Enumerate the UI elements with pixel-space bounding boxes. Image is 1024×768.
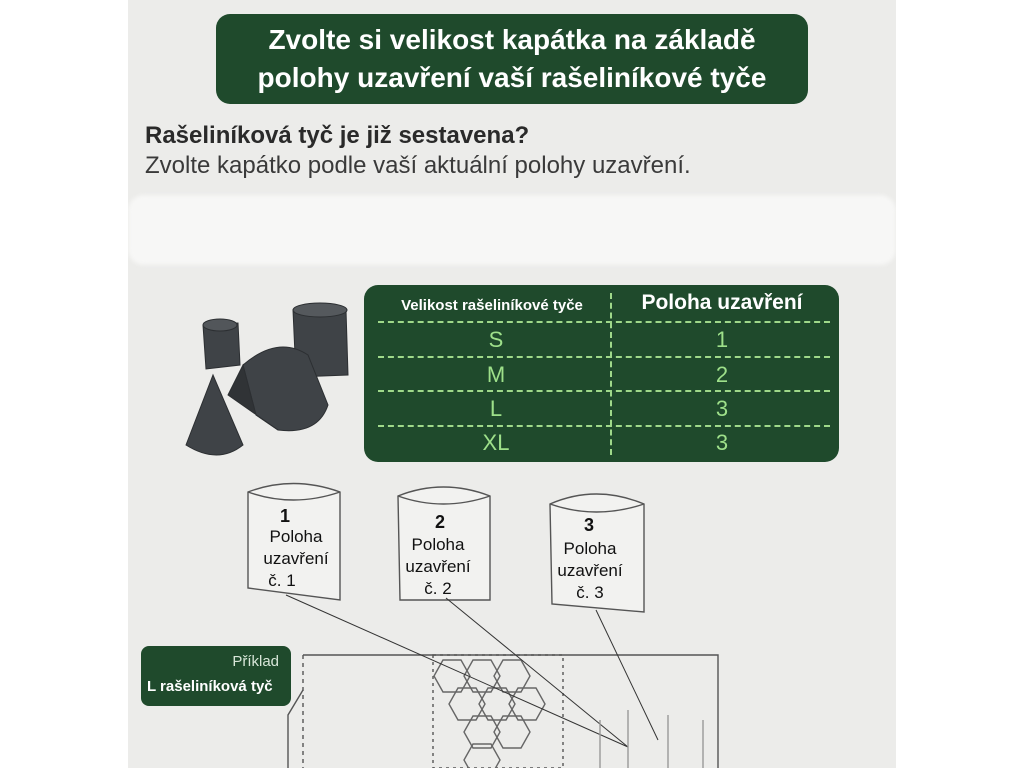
position-cell: 3 bbox=[715, 430, 729, 455]
position-label-line: č. 3 bbox=[576, 583, 604, 602]
title-line-2: polohy uzavření vaší rašeliníkové tyče bbox=[257, 62, 767, 93]
size-column-header: Velikost rašeliníkové tyče bbox=[401, 297, 583, 314]
position-cell: 1 bbox=[715, 327, 729, 352]
instruction-text: Zvolte kapátko podle vaší aktuální polohy uzavření. bbox=[145, 152, 691, 179]
size-cell: S bbox=[488, 327, 504, 352]
row-divider bbox=[378, 390, 830, 392]
position-column-header: Poloha uzavření bbox=[641, 291, 803, 314]
position-label-line: č. 2 bbox=[424, 579, 452, 598]
position-cell: 2 bbox=[715, 362, 729, 387]
example-label: Příklad bbox=[232, 653, 279, 670]
size-table bbox=[364, 285, 839, 462]
dropper-caps-photo bbox=[168, 295, 368, 475]
row-divider bbox=[378, 321, 830, 323]
position-cell: 3 bbox=[715, 396, 729, 421]
size-cell: XL bbox=[482, 430, 510, 455]
position-label-line: Poloha bbox=[411, 535, 465, 554]
position-number: 1 bbox=[279, 506, 290, 526]
example-value: L rašeliníková tyč bbox=[147, 678, 273, 695]
position-number: 2 bbox=[434, 512, 445, 532]
question-heading: Rašeliníková tyč je již sestavena? bbox=[145, 122, 530, 149]
position-label-line: uzavření bbox=[405, 557, 471, 576]
position-diagram bbox=[128, 470, 896, 768]
position-label-line: Poloha bbox=[563, 539, 617, 558]
size-cell: L bbox=[489, 396, 503, 421]
row-divider bbox=[378, 425, 830, 427]
title-line-1: Zvolte si velikost kapátka na základě bbox=[268, 24, 756, 55]
example-badge bbox=[141, 646, 291, 706]
title-banner bbox=[216, 14, 808, 104]
row-divider bbox=[378, 356, 830, 358]
position-number: 3 bbox=[583, 515, 594, 535]
position-label-line: uzavření bbox=[557, 561, 623, 580]
infographic-panel bbox=[128, 0, 896, 768]
position-label-line: č. 1 bbox=[268, 571, 296, 590]
position-label-line: Poloha bbox=[269, 527, 323, 546]
highlight-strip bbox=[128, 195, 896, 265]
size-cell: M bbox=[486, 362, 506, 387]
position-label-line: uzavření bbox=[263, 549, 329, 568]
